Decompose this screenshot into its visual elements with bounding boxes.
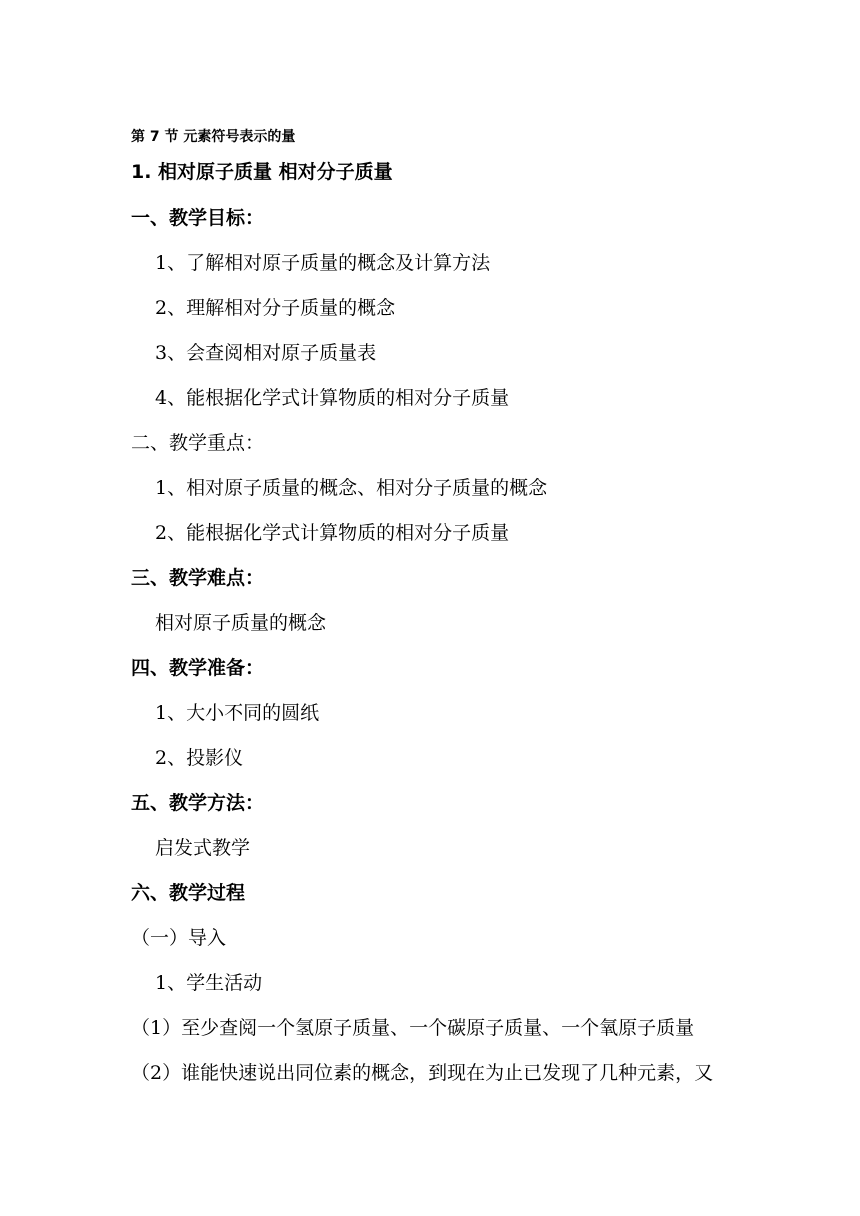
section-label: 第 7 节 元素符号表示的量 [131,129,296,145]
activity-label: 1、学生活动 [155,972,263,994]
process-subheading: （一）导入 [131,927,227,949]
goals-heading: 一、教学目标： [131,207,265,229]
goal-item: 3、会查阅相对原子质量表 [155,342,377,364]
goal-item: 4、能根据化学式计算物质的相对分子质量 [155,387,510,409]
key-point-item: 2、能根据化学式计算物质的相对分子质量 [155,522,510,544]
method-text: 启发式教学 [155,837,251,859]
difficulties-heading: 三、教学难点： [131,567,265,589]
preparation-item: 2、投影仪 [155,747,244,769]
process-step: （2）谁能快速说出同位素的概念，到现在为止已发现了几种元素，又 [131,1062,714,1084]
method-heading: 五、教学方法： [131,792,265,814]
preparation-item: 1、大小不同的圆纸 [155,702,320,724]
process-heading: 六、教学过程 [131,882,246,904]
lesson-title: 1. 相对原子质量 相对分子质量 [131,161,393,183]
goal-item: 2、理解相对分子质量的概念 [155,297,396,319]
key-points-heading: 二、教学重点： [131,432,265,454]
key-point-item: 1、相对原子质量的概念、相对分子质量的概念 [155,477,548,499]
difficulties-text: 相对原子质量的概念 [155,612,327,634]
process-step: （1）至少查阅一个氢原子质量、一个碳原子质量、一个氧原子质量 [131,1017,695,1039]
preparation-heading: 四、教学准备： [131,657,265,679]
goal-item: 1、了解相对原子质量的概念及计算方法 [155,252,491,274]
